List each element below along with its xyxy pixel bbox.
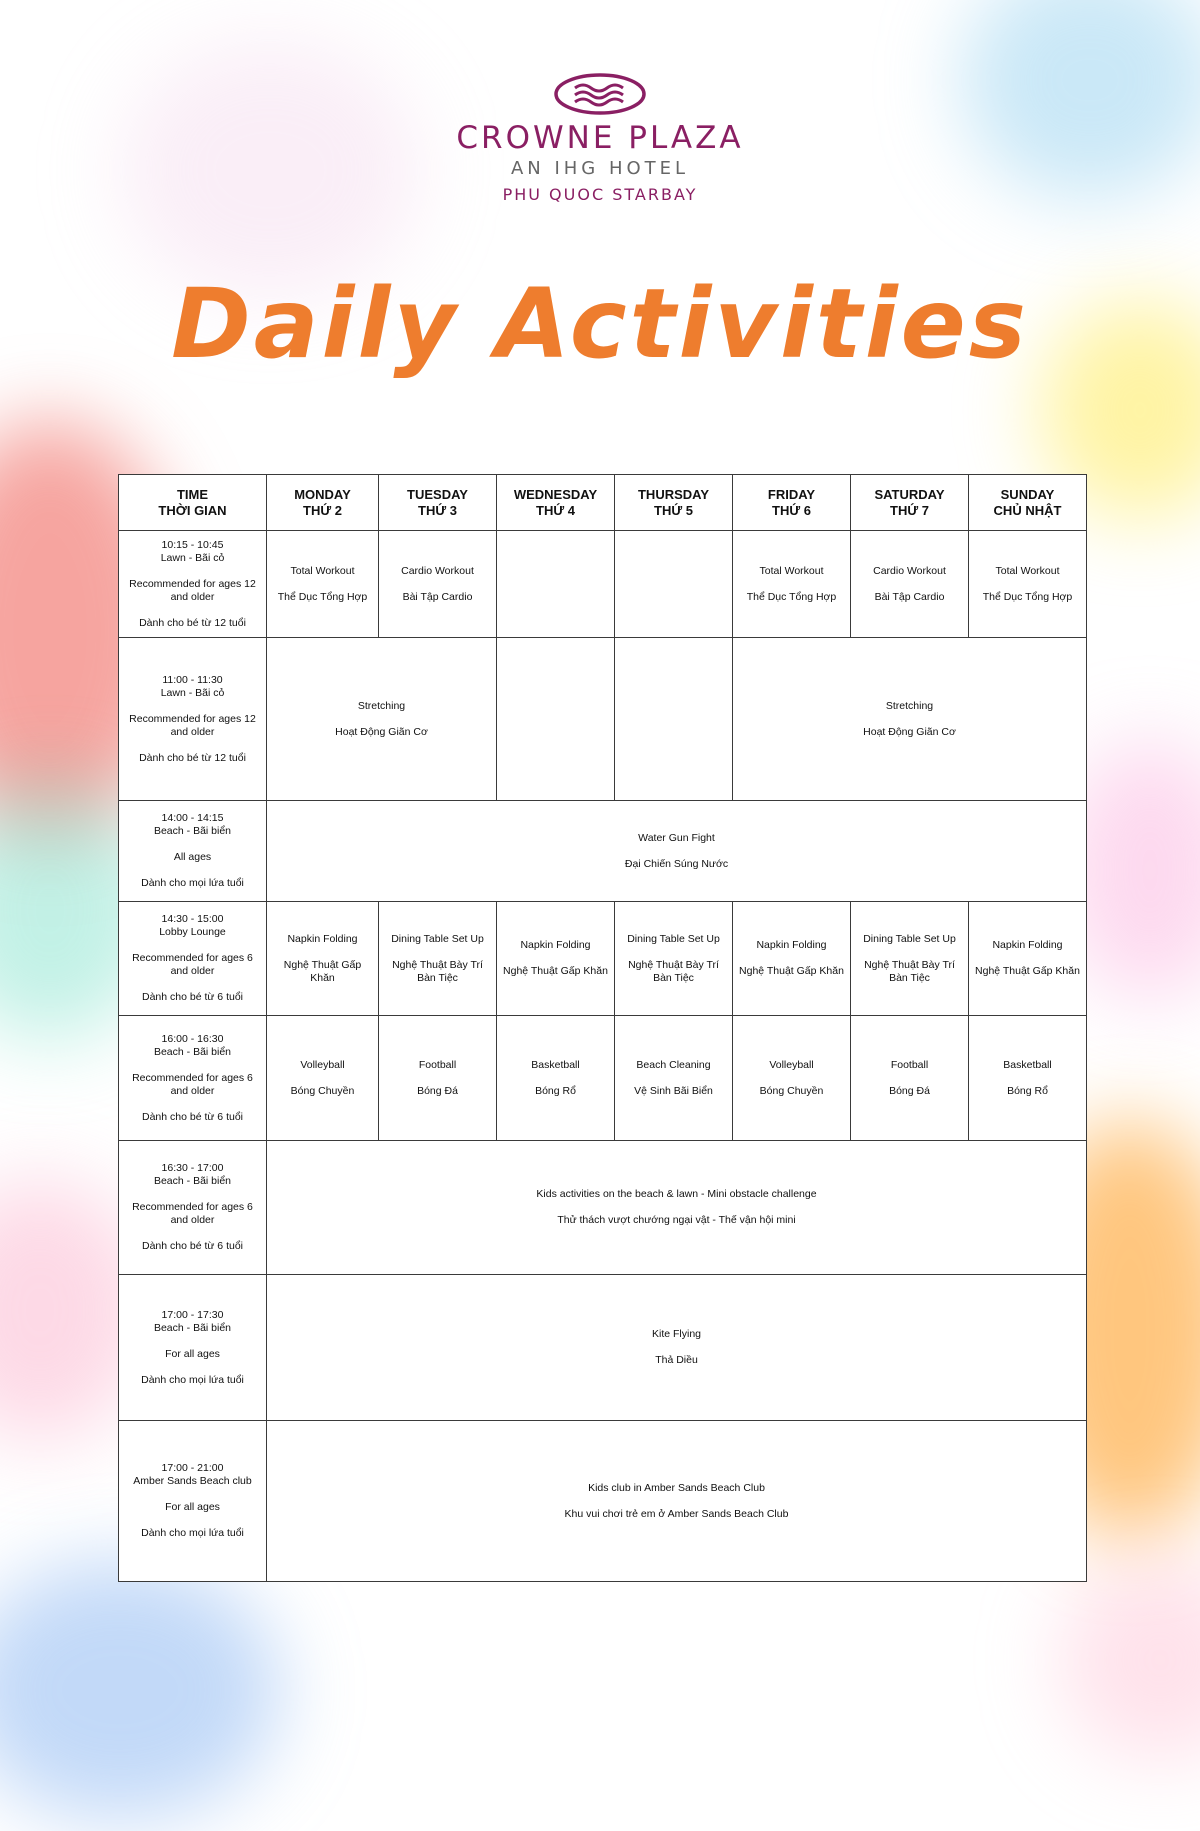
activity-cell: Dining Table Set Up Nghệ Thuật Bày Trí Bàn Tiệc <box>851 902 969 1016</box>
activity-cell: Football Bóng Đá <box>851 1016 969 1141</box>
activity-cell: Kite Flying Thả Diều <box>267 1275 1087 1421</box>
activity-cell: Total Workout Thể Dục Tổng Hợp <box>969 531 1087 638</box>
activity-cell: Beach Cleaning Vệ Sinh Bãi Biển <box>615 1016 733 1141</box>
activity-cell: Napkin Folding Nghệ Thuật Gấp Khăn <box>267 902 379 1016</box>
brand-subtitle: AN IHG HOTEL <box>510 158 690 179</box>
header-thursday: THURSDAY THỨ 5 <box>615 475 733 531</box>
activity-cell <box>497 638 615 801</box>
header-friday: FRIDAY THỨ 6 <box>733 475 851 531</box>
activity-cell: Water Gun Fight Đại Chiến Súng Nước <box>267 801 1087 902</box>
activity-cell: Dining Table Set Up Nghệ Thuật Bày Trí Bàn Tiệc <box>379 902 497 1016</box>
header-wednesday: WEDNESDAY THỨ 4 <box>497 475 615 531</box>
activity-cell: Volleyball Bóng Chuyền <box>733 1016 851 1141</box>
activity-cell: Basketball Bóng Rổ <box>497 1016 615 1141</box>
activity-cell: Volleyball Bóng Chuyền <box>267 1016 379 1141</box>
time-cell: 14:00 - 14:15 Beach - Bãi biển All ages Dành cho mọi lứa tuổi <box>119 801 267 902</box>
activity-schedule-table <box>118 474 1087 1582</box>
activity-cell: Napkin Folding Nghệ Thuật Gấp Khăn <box>969 902 1087 1016</box>
activity-cell: Total Workout Thể Dục Tổng Hợp <box>267 531 379 638</box>
activity-cell: Stretching Hoạt Động Giãn Cơ <box>733 638 1087 801</box>
activity-cell <box>615 531 733 638</box>
header-row <box>119 475 1087 531</box>
header-saturday: SATURDAY THỨ 7 <box>851 475 969 531</box>
activity-cell: Napkin Folding Nghệ Thuật Gấp Khăn <box>733 902 851 1016</box>
wave-emblem-icon <box>553 72 647 116</box>
table-row <box>119 1421 1087 1582</box>
time-cell: 16:00 - 16:30 Beach - Bãi biển Recommended for ages 6 and older Dành cho bé từ 6 tuổi <box>119 1016 267 1141</box>
activity-cell: Total Workout Thể Dục Tổng Hợp <box>733 531 851 638</box>
activity-cell: Dining Table Set Up Nghệ Thuật Bày Trí Bàn Tiệc <box>615 902 733 1016</box>
time-cell: 14:30 - 15:00 Lobby Lounge Recommended for ages 6 and older Dành cho bé từ 6 tuổi <box>119 902 267 1016</box>
activity-cell <box>497 531 615 638</box>
time-cell: 17:00 - 21:00 Amber Sands Beach club For all ages Dành cho mọi lứa tuổi <box>119 1421 267 1582</box>
time-cell: 16:30 - 17:00 Beach - Bãi biển Recommended for ages 6 and older Dành cho bé từ 6 tuổi <box>119 1141 267 1275</box>
time-cell: 17:00 - 17:30 Beach - Bãi biển For all ages Dành cho mọi lứa tuổi <box>119 1275 267 1421</box>
table-row <box>119 1016 1087 1141</box>
activity-cell: Kids club in Amber Sands Beach Club Khu vui chơi trẻ em ở Amber Sands Beach Club <box>267 1421 1087 1582</box>
activity-cell: Napkin Folding Nghệ Thuật Gấp Khăn <box>497 902 615 1016</box>
table-row <box>119 902 1087 1016</box>
table-row <box>119 1141 1087 1275</box>
table-row <box>119 531 1087 638</box>
activity-cell: Cardio Workout Bài Tập Cardio <box>851 531 969 638</box>
header-time: TIME THỜI GIAN <box>119 475 267 531</box>
activity-cell: Stretching Hoạt Động Giãn Cơ <box>267 638 497 801</box>
activity-cell <box>615 638 733 801</box>
brand-location: PHU QUOC STARBAY <box>502 185 698 204</box>
activity-cell: Kids activities on the beach & lawn - Mini obstacle challenge Thử thách vượt chướng ngại vật - Thế vận hội mini <box>267 1141 1087 1275</box>
table-row <box>119 1275 1087 1421</box>
header-monday: MONDAY THỨ 2 <box>267 475 379 531</box>
activity-cell: Football Bóng Đá <box>379 1016 497 1141</box>
activity-cell: Basketball Bóng Rổ <box>969 1016 1087 1141</box>
header-sunday: SUNDAY CHỦ NHẬT <box>969 475 1087 531</box>
table-row <box>119 638 1087 801</box>
header-tuesday: TUESDAY THỨ 3 <box>379 475 497 531</box>
hotel-logo <box>0 72 1200 204</box>
time-cell: 11:00 - 11:30 Lawn - Bãi cỏ Recommended for ages 12 and older Dành cho bé từ 12 tuổi <box>119 638 267 801</box>
brand-name: CROWNE PLAZA <box>456 120 744 156</box>
activity-cell: Cardio Workout Bài Tập Cardio <box>379 531 497 638</box>
time-cell: 10:15 - 10:45 Lawn - Bãi cỏ Recommended for ages 12 and older Dành cho bé từ 12 tuổi <box>119 531 267 638</box>
page-title: Daily Activities <box>171 268 1029 380</box>
table-row <box>119 801 1087 902</box>
